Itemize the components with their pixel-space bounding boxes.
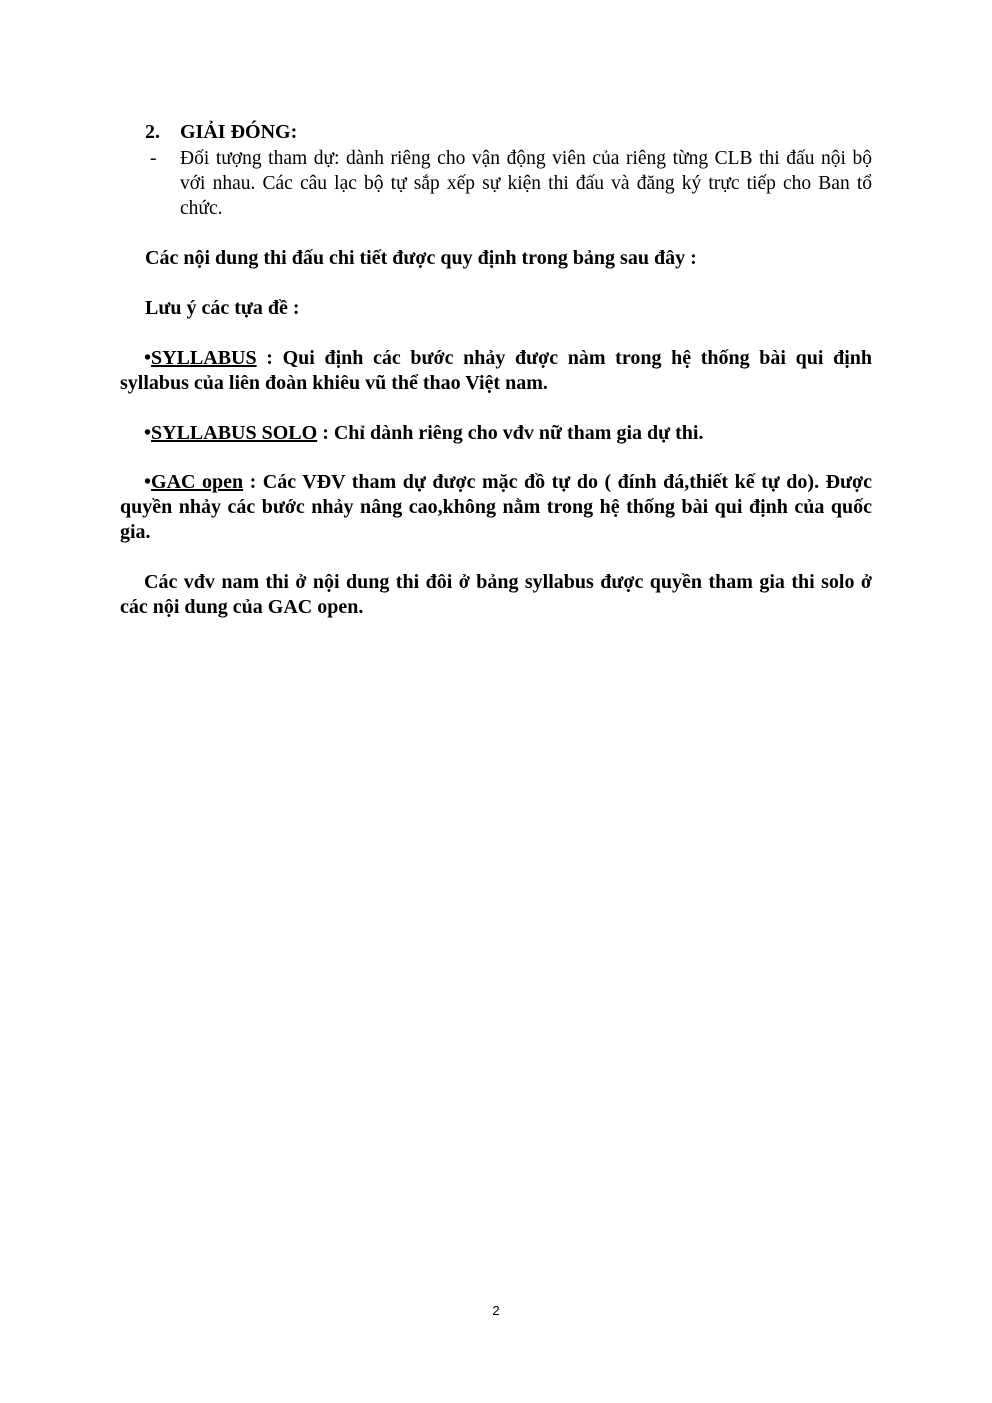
intro-paragraph: Các nội dung thi đấu chi tiết được quy định trong bảng sau đây : bbox=[145, 247, 697, 269]
definition-term: SYLLABUS bbox=[151, 347, 257, 369]
definition-text: : Các VĐV tham dự được mặc đồ tự do ( đính đá,thiết kế tự do). Được quyền nhảy các bước nhảy nâng cao,không nằm trong hệ thống bài qui định của quốc gia. bbox=[120, 471, 872, 543]
page-number: 2 bbox=[492, 1303, 500, 1318]
closing-paragraph: Các vđv nam thi ở nội dung thi đôi ở bảng syllabus được quyền tham gia thi solo ở các nội dung của GAC open. bbox=[120, 571, 872, 618]
bullet: • bbox=[144, 422, 152, 444]
bullet: • bbox=[144, 471, 152, 493]
definition-text: : Chỉ dành riêng cho vđv nữ tham gia dự thi. bbox=[317, 422, 704, 444]
list-marker: - bbox=[150, 148, 157, 169]
section-title: GIẢI ĐÓNG: bbox=[180, 121, 298, 143]
section-heading bbox=[145, 120, 297, 145]
definition-term: SYLLABUS SOLO bbox=[151, 422, 318, 444]
bullet: • bbox=[144, 347, 152, 369]
definition-text: : Qui định các bước nhảy được nàm trong hệ thống bài qui định syllabus của liên đoàn khiêu vũ thể thao Việt nam. bbox=[120, 347, 872, 394]
definition-syllabus bbox=[120, 346, 872, 396]
definition-gac-open bbox=[120, 470, 872, 545]
list-item bbox=[150, 146, 872, 221]
list-item-text: Đối tượng tham dự: dành riêng cho vận động viên của riêng từng CLB thi đấu nội bộ với nhau. Các câu lạc bộ tự sắp xếp sự kiện thi đấu và đăng ký trực tiếp cho Ban tổ chức. bbox=[180, 148, 872, 219]
definition-term: GAC open bbox=[151, 471, 244, 493]
definition-syllabus-solo bbox=[120, 421, 872, 446]
note-heading: Lưu ý các tựa đề : bbox=[145, 297, 300, 319]
section-number: 2. bbox=[145, 121, 160, 143]
